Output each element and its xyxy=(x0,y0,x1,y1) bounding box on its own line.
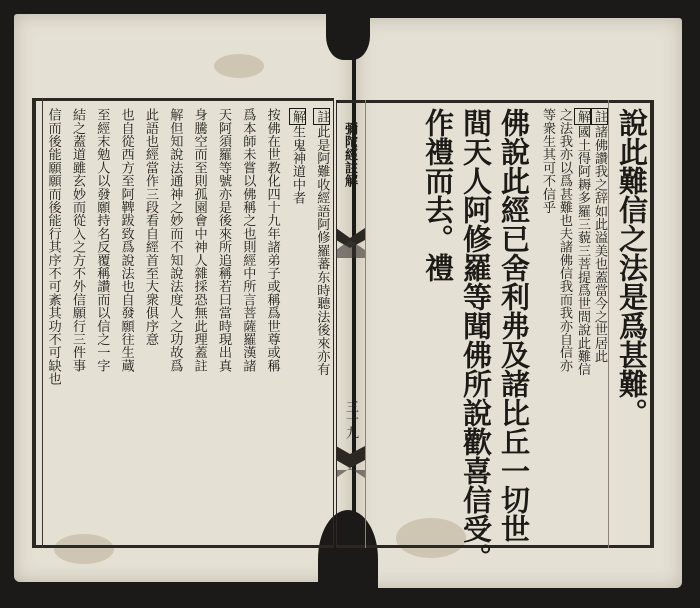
page-number: 三十九 xyxy=(343,400,358,439)
left-text-block xyxy=(42,100,334,546)
column-text: 天阿須羅等號亦是後來所追稱若曰當時現出真 xyxy=(216,108,231,372)
commentary-column xyxy=(591,108,608,363)
column-text: 說此難信之法是爲甚難。 xyxy=(615,108,649,427)
commentary-column xyxy=(94,108,109,372)
commentary-column xyxy=(70,108,85,372)
column-text: 作禮而去。禮 xyxy=(421,108,455,282)
right-text-block xyxy=(365,100,608,572)
column-text: 爲本師未嘗以佛稱之也則經中所言菩薩羅漢諸 xyxy=(240,108,256,372)
column-text: 也自從西方至阿鞞跋致爲說法也自發願往生蔵 xyxy=(118,108,134,372)
commentary-column xyxy=(192,108,207,372)
commentary-column xyxy=(216,108,231,372)
column-text: 佛說此經已舍利弗及諸比丘一切世 xyxy=(497,108,531,543)
column-text: 此語也經當作三段看自經首至大衆俱序意 xyxy=(143,108,158,346)
main-text-column xyxy=(496,108,532,543)
column-text: 按佛在世教化四十九年諸弟子或稱爲世尊或稱 xyxy=(264,108,280,372)
column-text: 生鬼神道中者 xyxy=(290,125,305,205)
annotation-marker: 解 xyxy=(290,110,305,123)
annotation-marker: 註 xyxy=(592,110,607,123)
book-title: 彌陀經註解 xyxy=(342,122,357,187)
center-margin xyxy=(336,100,365,548)
commentary-column xyxy=(119,108,134,372)
commentary-column xyxy=(46,108,61,385)
commentary-column xyxy=(574,108,591,376)
commentary-column xyxy=(143,108,158,346)
commentary-column xyxy=(265,108,280,372)
column-text: 身騰空而至則孤園會中神人雜採恐無此理蓋註 xyxy=(191,108,207,372)
column-text: 諸佛讚我之辞如此溢美也蓋當今之世居此 xyxy=(592,125,607,363)
annotation-marker: 解 xyxy=(575,110,590,123)
main-text-column xyxy=(458,108,494,572)
main-text-column xyxy=(420,108,456,282)
commentary-column xyxy=(557,108,572,372)
column-text: 解但知說法通神之妙而不知說法度人之功故爲 xyxy=(167,108,183,372)
commentary-column xyxy=(167,108,182,372)
right-first-column xyxy=(608,100,654,548)
column-text: 間天人阿修羅等聞佛所說歡喜信受。 xyxy=(459,108,493,572)
column-text: 此是阿難收經語阿修羅蕃东時聽法後來亦有 xyxy=(314,125,330,376)
torn-edge xyxy=(326,0,370,60)
commentary-column xyxy=(289,108,306,204)
annotation-marker: 註 xyxy=(314,110,330,123)
column-text: 信而後能願願而後能行其序不可紊其功不可缺也 xyxy=(45,108,61,386)
main-text-column xyxy=(614,108,650,427)
column-text: 國土得阿耨多羅三藐三菩提爲世間說此難信 xyxy=(575,125,590,376)
column-text: 至經末勉人以發願持名反覆稱讚而以信之一字 xyxy=(94,108,110,372)
commentary-column xyxy=(313,108,330,376)
commentary-column xyxy=(240,108,255,372)
column-text: 結之蓋道雖玄妙而從入之方不外信願行三件事 xyxy=(70,108,85,372)
column-text: 之法我亦以爲甚難也夫諸佛信我而我亦自信亦 xyxy=(557,108,572,372)
stain xyxy=(214,54,264,78)
commentary-column xyxy=(540,108,555,214)
column-text: 等衆生其可不信乎 xyxy=(540,108,555,214)
